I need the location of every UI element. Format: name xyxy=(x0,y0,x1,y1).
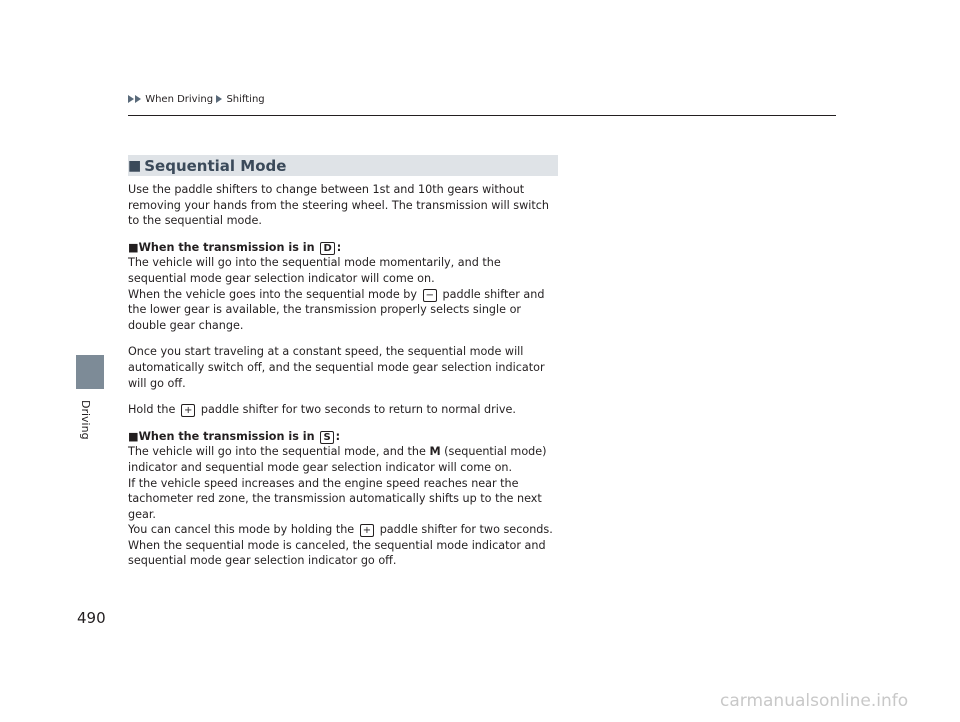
minus-paddle-badge: − xyxy=(423,289,437,302)
gear-s-badge: S xyxy=(320,431,333,444)
breadcrumb-level1[interactable]: When Driving xyxy=(145,94,214,105)
d-paragraph-4: Hold the + paddle shifter for two seconds to return to normal drive. xyxy=(128,403,516,417)
s-paragraph-1: The vehicle will go into the sequential mode, and the M (sequential mode) indicator and sequential mode gear selection indicator will come on. xyxy=(128,445,547,474)
m-indicator-text: M xyxy=(429,445,441,459)
breadcrumb-arrow-icon xyxy=(216,95,222,103)
header-divider xyxy=(128,115,836,116)
breadcrumb-arrow-icon xyxy=(128,95,134,103)
section-title: Sequential Mode xyxy=(144,156,287,175)
square-bullet-icon: ■ xyxy=(128,429,139,443)
section-heading xyxy=(128,155,558,176)
square-bullet-icon: ■ xyxy=(128,157,142,174)
page-number: 490 xyxy=(77,609,106,627)
intro-paragraph: Use the paddle shifters to change between 1st and 10th gears without removing your hands from the steering wheel. The transmission will switch to the sequential mode. xyxy=(128,183,549,228)
plus-paddle-badge: + xyxy=(181,404,195,417)
subheading-d: ■When the transmission is in D : xyxy=(128,240,342,254)
d-paragraph-3: Once you start traveling at a constant speed, the sequential mode will automatically switch off, and the sequential mode gear selection indicator will go off. xyxy=(128,345,545,390)
breadcrumb-level2[interactable]: Shifting xyxy=(226,94,265,105)
watermark: carmanualsonline.info xyxy=(720,691,909,711)
d-paragraph-2: When the vehicle goes into the sequential mode by − paddle shifter and the lower gear is available, the transmission properly selects single or double gear change. xyxy=(128,287,545,332)
breadcrumb-arrow-icon xyxy=(135,95,141,103)
chapter-tab-label: Driving xyxy=(79,400,92,440)
breadcrumb xyxy=(128,94,265,105)
square-bullet-icon: ■ xyxy=(128,240,139,254)
page-content xyxy=(128,182,560,569)
s-paragraph-3: You can cancel this mode by holding the + paddle shifter for two seconds. When the sequential mode is canceled, the sequential mode indicator and sequential mode gear selection indicator go off. xyxy=(128,523,553,568)
gear-d-badge: D xyxy=(320,242,334,255)
s-paragraph-2: If the vehicle speed increases and the engine speed reaches near the tachometer red zone, the transmission automatically shifts up to the next gear. xyxy=(128,476,542,521)
subheading-s: ■When the transmission is in S : xyxy=(128,429,341,443)
plus-paddle-badge: + xyxy=(360,524,374,537)
chapter-tab-marker xyxy=(76,355,104,389)
d-paragraph-1: The vehicle will go into the sequential mode momentarily, and the sequential mode gear selection indicator will come on. xyxy=(128,256,501,285)
